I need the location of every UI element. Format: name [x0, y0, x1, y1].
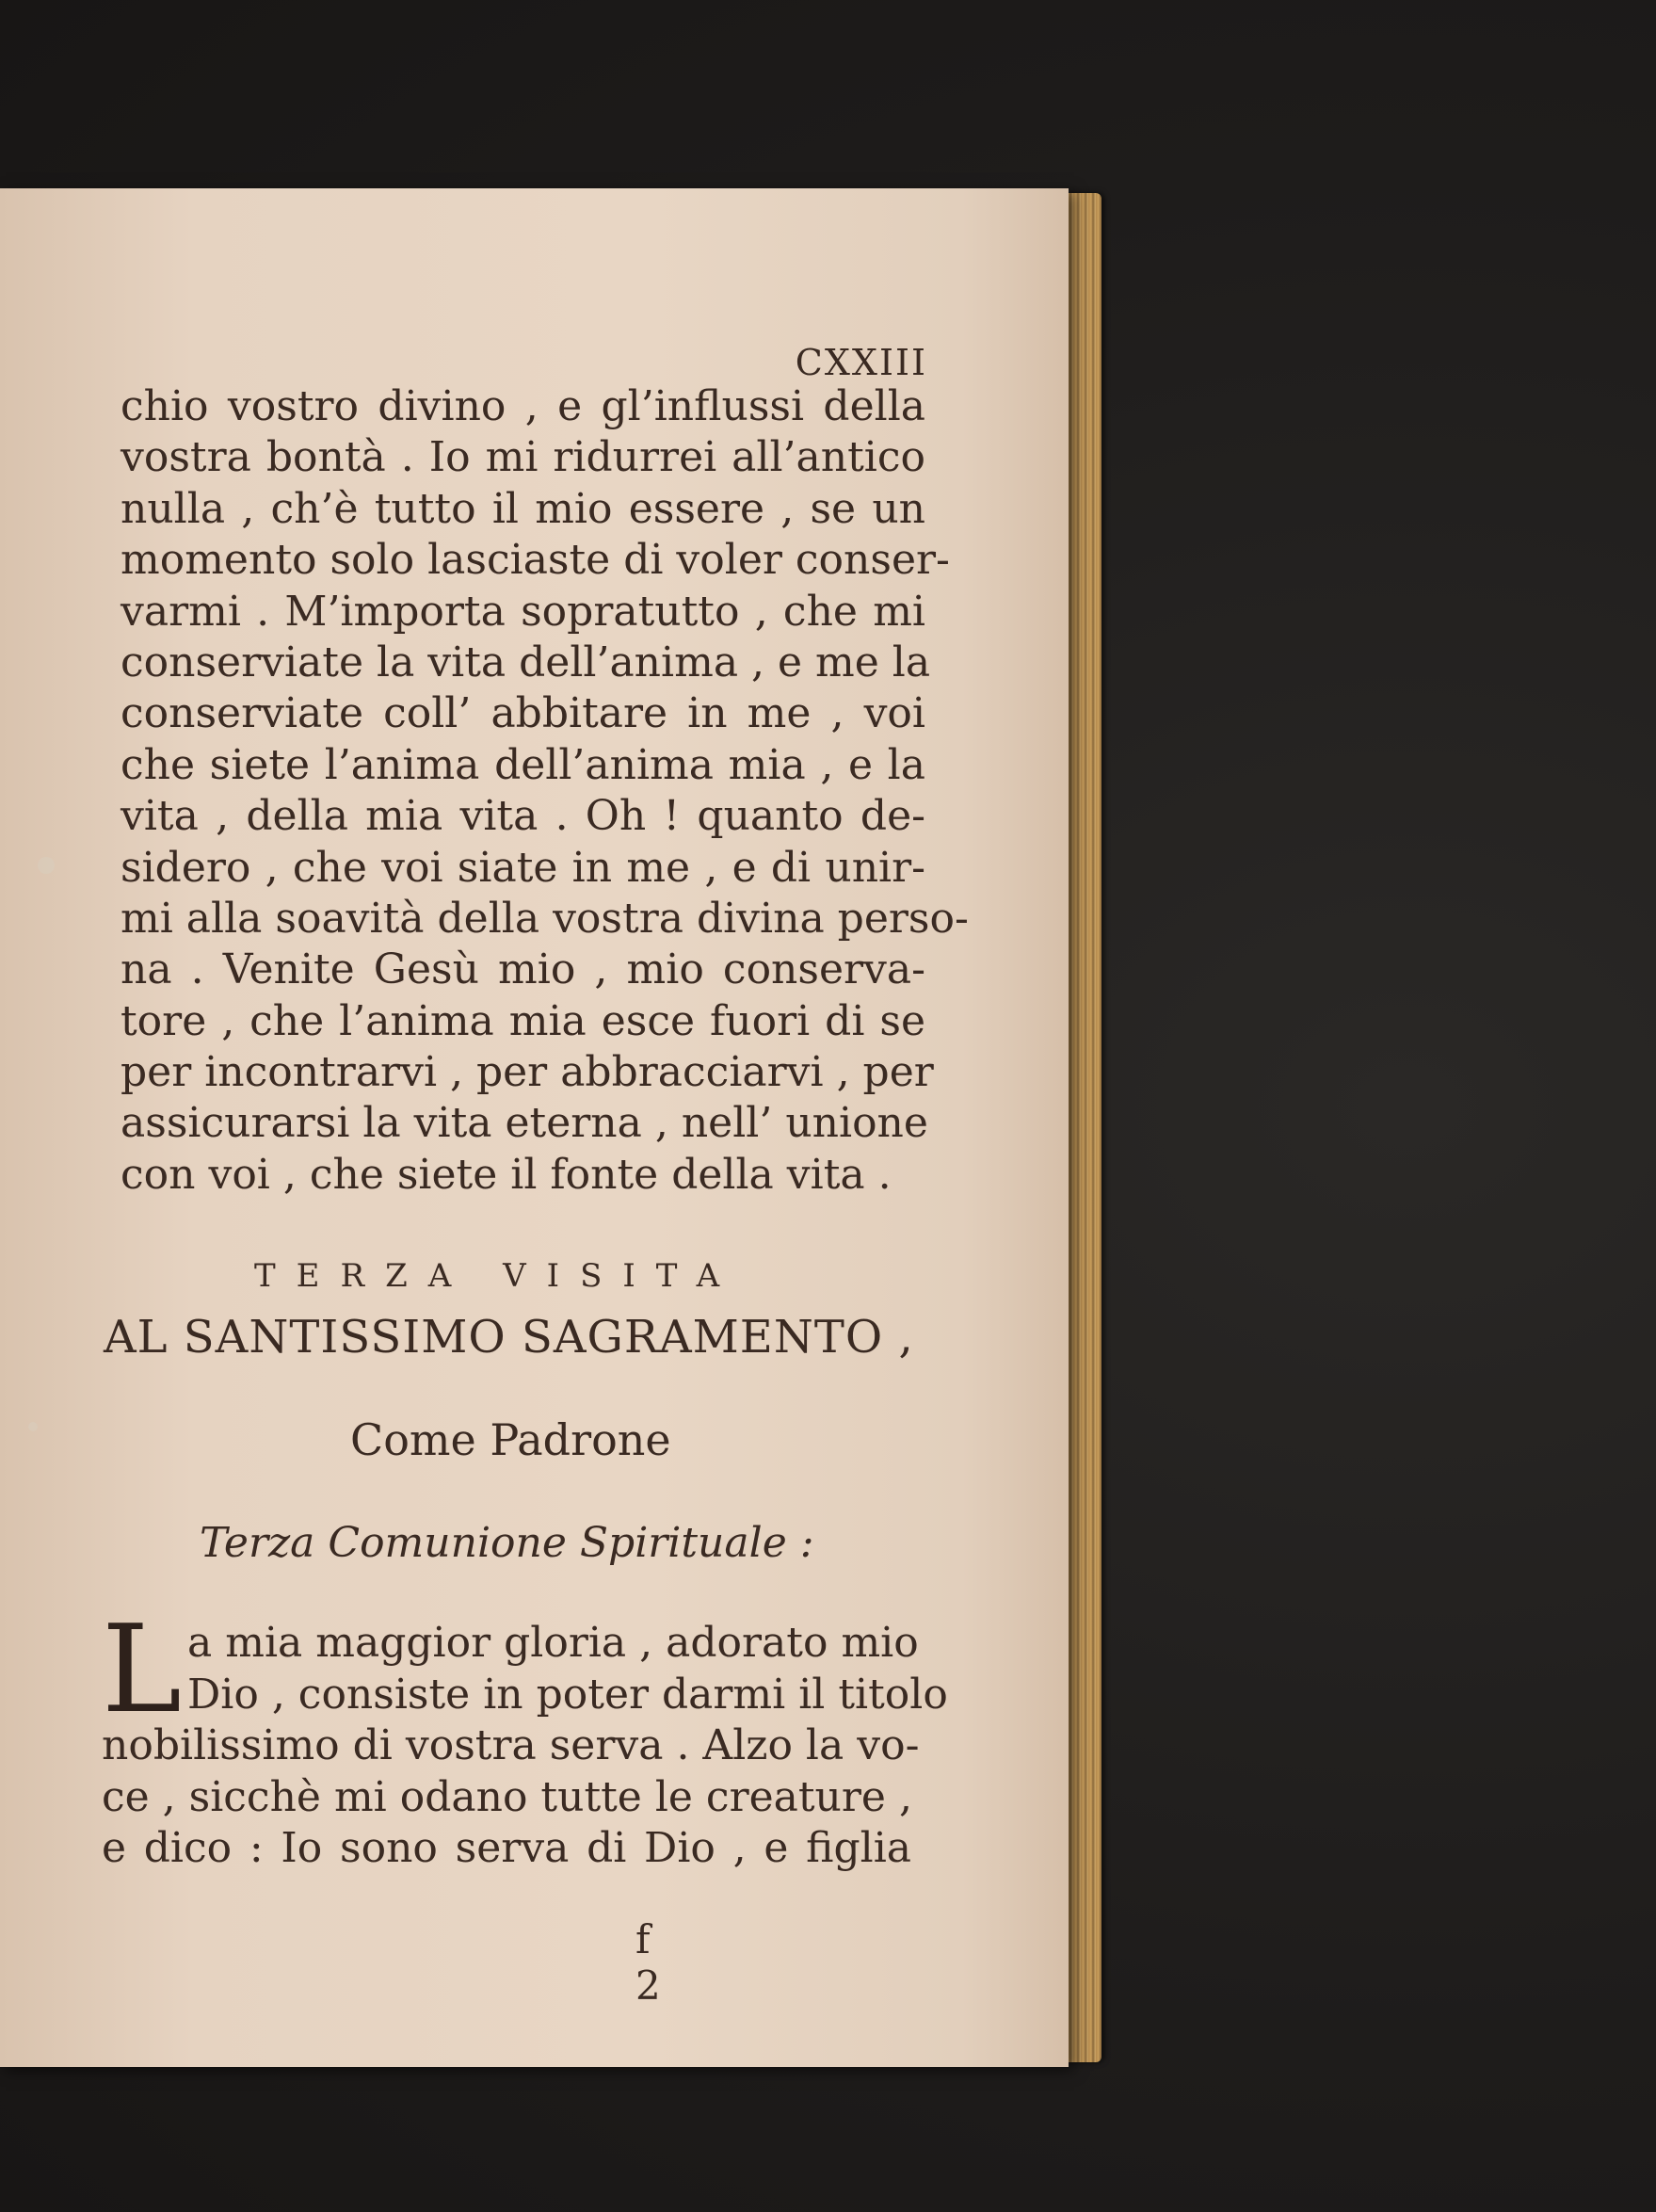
text-line: per incontrarvi , per abbracciarvi , per — [121, 1048, 934, 1097]
text-line: tore , che l’anima mia esce fuori di se — [121, 996, 925, 1045]
text-line: con voi , che siete il fonte della vita . — [121, 1150, 892, 1199]
text-line: varmi . M’importa sopratutto , che mi — [121, 587, 925, 636]
page-text — [0, 188, 1069, 2067]
page-number: CXXIII — [795, 342, 927, 383]
text-line: vita , della mia vita . Oh ! quanto de- — [121, 792, 925, 841]
paragraph-1 — [121, 381, 969, 1201]
text-line: chio vostro divino , e gl’influssi della — [121, 382, 925, 430]
text-line: a mia maggior gloria , adorato mio — [187, 1619, 919, 1667]
text-line: ce , sicchè mi odano tutte le creature , — [102, 1772, 912, 1821]
text-line: nulla , ch’è tutto il mio essere , se un — [121, 484, 925, 533]
text-line: nobilissimo di vostra serva . Alzo la vo- — [102, 1721, 920, 1769]
text-line: conserviate la vita dell’anima , e me la — [121, 638, 931, 686]
text-line: momento solo lasciaste di voler conser- — [121, 536, 950, 585]
section-title: AL SANTISSIMO SAGRAMENTO , — [104, 1311, 914, 1364]
book-page — [0, 188, 1069, 2067]
paragraph-2 — [102, 1600, 948, 1875]
text-line: che siete l’anima dell’anima mia , e la — [121, 740, 925, 789]
text-line: Dio , consiste in poter darmi il titolo — [187, 1670, 948, 1719]
page-edges — [1066, 193, 1101, 2062]
section-subtitle: Come Padrone — [350, 1414, 671, 1465]
text-line: na . Venite Gesù mio , mio conserva- — [121, 945, 925, 994]
text-line: assicurarsi la vita eterna , nell’ unione — [121, 1099, 928, 1148]
signature-mark: f 2 — [635, 1916, 670, 2009]
italic-heading: Terza Comunione Spirituale : — [200, 1519, 814, 1567]
text-line: mi alla soavità della vostra divina perso- — [121, 894, 969, 943]
drop-cap: L — [102, 1600, 182, 1740]
text-line: e dico : Io sono serva di Dio , e figlia — [102, 1824, 911, 1872]
text-line: sidero , che voi siate in me , e di unir- — [121, 843, 925, 892]
text-line: vostra bontà . Io mi ridurrei all’antico — [121, 433, 925, 482]
text-line: conserviate coll’ abbitare in me , voi — [121, 689, 925, 738]
section-label: TERZA VISITA — [254, 1257, 741, 1295]
